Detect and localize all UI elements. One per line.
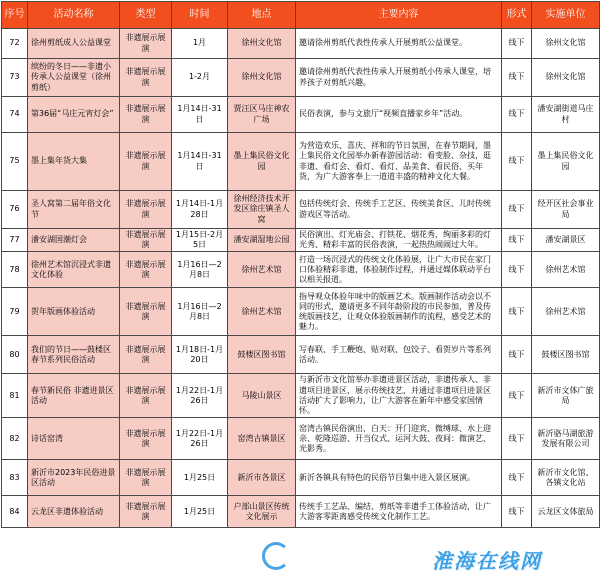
activity-org: 徐州艺术馆 — [532, 288, 600, 336]
table-row — [2, 191, 600, 229]
table-row — [2, 336, 600, 374]
activity-name: 墨上集年货大集 — [28, 133, 120, 191]
activity-time: 1月 — [172, 29, 228, 59]
header-cell: 形式 — [502, 2, 532, 29]
header-cell: 类型 — [120, 2, 172, 29]
activity-name: 圣人窝第二届年俗文化节 — [28, 191, 120, 229]
row-number: 75 — [2, 133, 28, 191]
header-cell: 时间 — [172, 2, 228, 29]
row-number: 78 — [2, 252, 28, 288]
activity-content: 传统手工艺品、编结、剪纸等非遗手工体验活动，让广大游客零距离感受传统文化制作工艺。 — [296, 496, 502, 528]
header-cell: 活动名称 — [28, 2, 120, 29]
activity-time: 1月14日-1月28日 — [172, 191, 228, 229]
activity-place: 徐州艺术馆 — [228, 252, 296, 288]
table-row — [2, 460, 600, 496]
activity-org: 新沂骆马湖旅游发展有限公司 — [532, 418, 600, 460]
table-row — [2, 29, 600, 59]
activity-type: 非遗展示展演 — [120, 29, 172, 59]
activity-form: 线下 — [502, 336, 532, 374]
table-row — [2, 133, 600, 191]
activity-type: 非遗展示展演 — [120, 336, 172, 374]
activity-name: 潘安湖国潮灯会 — [28, 229, 120, 252]
activity-name: 贺年版画体验活动 — [28, 288, 120, 336]
activity-place: 马陵山景区 — [228, 374, 296, 418]
activity-name: 我们的节日——鼓楼区春节系列民俗活动 — [28, 336, 120, 374]
activity-time: 1月14日-31日 — [172, 133, 228, 191]
activity-form: 线下 — [502, 418, 532, 460]
activity-place: 墨上集民俗文化园 — [228, 133, 296, 191]
activity-content: 指导观众体验年味中的版画艺术。版画制作活动会以不同的形式，邀请更多不同年龄阶段的市民参加，普及传统版画技艺，让观众体验版画制作的流程，感受艺术的魅力。 — [296, 288, 502, 336]
activity-content: 为营造欢乐、喜庆、祥和的节日氛围，在春节期间，墨上集民俗文化园举办新春游园活动：看变脸、杂技，逛非遗、看灯会、看灯、看灯、品美食、看民俗、买年货，为广大游客奉上一道道丰盛的精神文化大餐。 — [296, 133, 502, 191]
activity-name: 徐州艺术馆沉浸式非遗文化体验 — [28, 252, 120, 288]
activity-place: 徐州经济技术开发区徐庄镇圣人窝 — [228, 191, 296, 229]
activity-time: 1月16日—2月8日 — [172, 252, 228, 288]
activity-form: 线下 — [502, 374, 532, 418]
activity-content: 民俗演出、灯光庙会、打铁花、烟花秀，绚丽多彩的灯光秀、精彩丰富的民俗表演，一起热热闹闹过大年。 — [296, 229, 502, 252]
activity-place: 徐州文化馆 — [228, 59, 296, 97]
activity-content: 写春联、手工鞭炮、贴对联、包饺子、看贺岁片等系列活动。 — [296, 336, 502, 374]
activity-content: 包括传统灯会、传统手工艺区、传统美食区、儿时传统游戏区等活动。 — [296, 191, 502, 229]
row-number: 81 — [2, 374, 28, 418]
activity-name: 新沂市2023年民俗进景区活动 — [28, 460, 120, 496]
table-row — [2, 59, 600, 97]
table-row — [2, 252, 600, 288]
row-number: 74 — [2, 97, 28, 133]
activity-name: 诗话窑湾 — [28, 418, 120, 460]
activity-place: 徐州文化馆 — [228, 29, 296, 59]
header-cell: 实施单位 — [532, 2, 600, 29]
activity-form: 线下 — [502, 59, 532, 97]
activity-place: 新沂市各景区 — [228, 460, 296, 496]
activity-org: 鼓楼区图书馆 — [532, 336, 600, 374]
row-number: 80 — [2, 336, 28, 374]
activity-time: 1月22日-1月26日 — [172, 418, 228, 460]
table-header-row — [2, 2, 600, 29]
activity-place: 徐州艺术馆 — [228, 288, 296, 336]
activity-type: 非遗展示展演 — [120, 460, 172, 496]
activity-type: 非遗展示展演 — [120, 59, 172, 97]
activity-form: 线下 — [502, 252, 532, 288]
watermark-logo-icon — [262, 542, 290, 570]
activity-org: 新沂市文体广旅局 — [532, 374, 600, 418]
activity-type: 非遗展示展演 — [120, 191, 172, 229]
activity-org: 徐州文化馆 — [532, 29, 600, 59]
activity-type: 非遗展示展演 — [120, 97, 172, 133]
activity-table — [1, 1, 600, 528]
activity-org: 潘安湖景区 — [532, 229, 600, 252]
activity-type: 非遗展示展演 — [120, 418, 172, 460]
activity-content: 新沂各镇具有特色的民俗节目集中进入景区展演。 — [296, 460, 502, 496]
activity-content: 邀请徐州剪纸代表性传承人开展剪纸小传承人课堂，培养孩子对剪纸兴趣。 — [296, 59, 502, 97]
activity-time: 1月15日-2月5日 — [172, 229, 228, 252]
activity-form: 线下 — [502, 229, 532, 252]
activity-content: 窑湾古镇民俗演出，白天：开门迎宾、微缚球、水上迎亲、乾隆巡游、开当仪式、运河大鼓、夜间：微演艺、光影秀。 — [296, 418, 502, 460]
watermark: 淮海在线网 — [432, 549, 542, 573]
header-cell: 地点 — [228, 2, 296, 29]
activity-form: 线下 — [502, 133, 532, 191]
row-number: 77 — [2, 229, 28, 252]
activity-time: 1月18日-1月20日 — [172, 336, 228, 374]
activity-type: 非遗展示展演 — [120, 374, 172, 418]
activity-time: 1月22日-1月26日 — [172, 374, 228, 418]
activity-form: 线下 — [502, 496, 532, 528]
activity-form: 线下 — [502, 460, 532, 496]
activity-org: 新沂市文化馆、各镇文化站 — [532, 460, 600, 496]
table-row — [2, 374, 600, 418]
activity-org: 经开区社会事业局 — [532, 191, 600, 229]
table-row — [2, 418, 600, 460]
activity-form: 线下 — [502, 97, 532, 133]
activity-place: 户部山景区传统文化展示 — [228, 496, 296, 528]
activity-time: 1月25日 — [172, 496, 228, 528]
activity-name: 第36届“马庄元宵灯会” — [28, 97, 120, 133]
activity-type: 非遗展示展演 — [120, 133, 172, 191]
activity-org: 徐州文化馆 — [532, 59, 600, 97]
table-row — [2, 97, 600, 133]
activity-place: 鼓楼区图书馆 — [228, 336, 296, 374]
row-number: 84 — [2, 496, 28, 528]
activity-time: 1月14日-31日 — [172, 97, 228, 133]
activity-type: 非遗展示展演 — [120, 229, 172, 252]
activity-name: 春节新民俗 非遗进景区活动 — [28, 374, 120, 418]
activity-name: 缤纷的冬日——非遗小传承人公益课堂（徐州剪纸） — [28, 59, 120, 97]
activity-type: 非遗展示展演 — [120, 252, 172, 288]
activity-name: 云龙区非遗体验活动 — [28, 496, 120, 528]
activity-place: 窑湾古镇景区 — [228, 418, 296, 460]
activity-org: 墨上集民俗文化园 — [532, 133, 600, 191]
activity-content: 邀请徐州剪纸代表性传承人开展剪纸公益课堂。 — [296, 29, 502, 59]
activity-place: 贾汪区马庄神农广场 — [228, 97, 296, 133]
row-number: 72 — [2, 29, 28, 59]
row-number: 76 — [2, 191, 28, 229]
activity-content: 与新沂市文化馆举办非遗进景区活动，非遗传承人、非遗项目进景区，展示传统技艺，并通过非遗项目进景区活动扩大了影响力，让广大游客在新年中感受家国情怀。 — [296, 374, 502, 418]
activity-form: 线下 — [502, 288, 532, 336]
activity-content: 打造一场沉浸式的传统文化体验展，让广大市民在家门口体验精彩非遗，体验制作过程，并通过媒体联动平台以相关报道。 — [296, 252, 502, 288]
activity-type: 非遗展示展演 — [120, 496, 172, 528]
row-number: 73 — [2, 59, 28, 97]
activity-org: 云龙区文体旅局 — [532, 496, 600, 528]
table-row — [2, 229, 600, 252]
row-number: 83 — [2, 460, 28, 496]
activity-form: 线下 — [502, 29, 532, 59]
row-number: 79 — [2, 288, 28, 336]
activity-org: 徐州艺术馆 — [532, 252, 600, 288]
activity-form: 线下 — [502, 191, 532, 229]
activity-time: 1月16日—2月8日 — [172, 288, 228, 336]
activity-org: 潘安湖街道马庄村 — [532, 97, 600, 133]
activity-place: 潘安湖湿地公园 — [228, 229, 296, 252]
activity-content: 民俗表演，参与文旅厅“视频直播家乡年”活动。 — [296, 97, 502, 133]
activity-name: 徐州剪纸成人公益课堂 — [28, 29, 120, 59]
row-number: 82 — [2, 418, 28, 460]
activity-type: 非遗展示展演 — [120, 288, 172, 336]
table-row — [2, 496, 600, 528]
activity-time: 1月25日 — [172, 460, 228, 496]
activity-time: 1-2月 — [172, 59, 228, 97]
header-cell: 主要内容 — [296, 2, 502, 29]
header-cell: 序号 — [2, 2, 28, 29]
table-row — [2, 288, 600, 336]
